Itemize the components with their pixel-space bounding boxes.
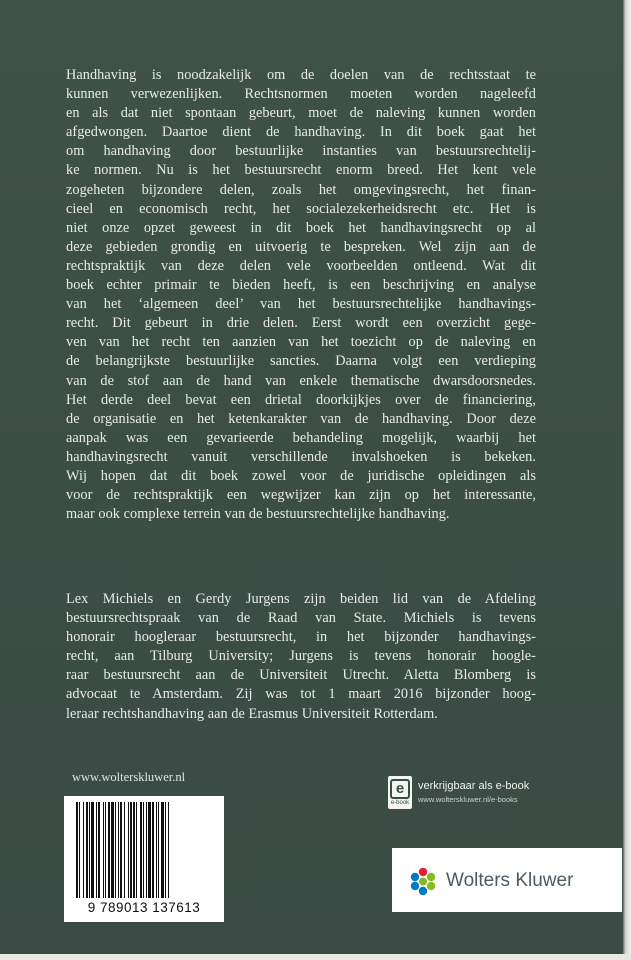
text-line: ke normen. Nu is het bestuursrecht enorm breed. Het kent vele bbox=[66, 162, 536, 179]
text-line: deze gebieden grondig en uitvoerig te bespreken. Wel zijn aan de bbox=[66, 238, 536, 255]
text-line: aanpak was een gevarieerde behandeling mogelijk, waarbij het bbox=[66, 429, 536, 446]
ebook-icon-caption: e-book bbox=[390, 800, 410, 806]
text-line: Handhaving is noodzakelijk om de doelen van de rechtsstaat te bbox=[66, 67, 536, 83]
text-line: Lex Michiels en Gerdy Jurgens zijn beiden lid van de Afdeling bbox=[66, 591, 536, 607]
text-line: rechtspraktijk van deze delen vele voorbeelden ontleend. Wat dit bbox=[66, 257, 536, 274]
text-line: maar ook complexe terrein van de bestuursrechtelijke handhaving. bbox=[66, 506, 450, 523]
ebook-url: www.wolterskluwer.nl/e-books bbox=[418, 795, 518, 804]
text-line: ven van het recht ten aanzien van het toezicht op de naleving en bbox=[66, 334, 536, 351]
text-line: niet onze opzet geweest in dit boek het handhavingsrecht op al bbox=[66, 219, 536, 236]
text-line: cieel en economisch recht, het socialezekerheidsrecht etc. Het is bbox=[66, 200, 536, 217]
publisher-logo-block bbox=[392, 848, 622, 912]
text-line: recht, aan Tilburg University; Jurgens is tevens honorair hoogle- bbox=[66, 648, 536, 665]
ebook-title: verkrijgbaar als e-book bbox=[418, 780, 530, 792]
page-edge bbox=[0, 954, 631, 960]
text-line: van het ‘algemeen deel’ van het bestuursrechtelijke handhavings- bbox=[66, 296, 536, 313]
blurb-text bbox=[66, 66, 536, 524]
text-line: boek echter primair te bieden heeft, is een beschrijving en analyse bbox=[66, 277, 536, 294]
text-line: recht. Dit gebeurt in drie delen. Eerst wordt een overzicht gege- bbox=[66, 315, 536, 332]
e-glyph-icon: e bbox=[390, 779, 410, 799]
text-line: Wij hopen dat dit boek zowel voor de juridische opleidingen als bbox=[66, 467, 536, 484]
text-line: en als dat niet spontaan gebeurt, moet de naleving kunnen worden bbox=[66, 105, 536, 122]
text-line: honorair hoogleraar bestuursrecht, in het bijzonder handhavings- bbox=[66, 629, 536, 646]
book-edge bbox=[622, 0, 631, 960]
text-line: afgedwongen. Daartoe dient de handhaving. In dit boek gaat het bbox=[66, 124, 536, 141]
text-line: handhavingsrecht vanuit verschillende invalshoeken is bekeken. bbox=[66, 448, 536, 465]
publisher-name: Wolters Kluwer bbox=[446, 870, 574, 891]
text-line: de belangrijkste bestuurlijke sancties. Daarna volgt een verdieping bbox=[66, 353, 536, 370]
text-line: bestuursrechtspraak van de Raad van State. Michiels is tevens bbox=[66, 610, 536, 627]
isbn-number: 9 789013 137613 bbox=[87, 900, 201, 915]
publisher-website: www.wolterskluwer.nl bbox=[72, 770, 186, 784]
text-line: van de stof aan de hand van enkele thematische dwarsdoorsnedes. bbox=[66, 372, 536, 389]
text-line: zogeheten bijzondere delen, zoals het omgevingsrecht, het finan- bbox=[66, 181, 536, 198]
barcode-bars bbox=[70, 802, 218, 898]
text-line: kunnen verwezenlijken. Rechtsnormen moeten worden nageleefd bbox=[66, 86, 536, 103]
text-line: Het derde deel bevat een drietal doorkijkjes over de financiering, bbox=[66, 391, 536, 408]
isbn-barcode bbox=[64, 796, 224, 922]
ebook-icon bbox=[388, 776, 412, 809]
text-line: advocaat te Amsterdam. Zij was tot 1 maart 2016 bijzonder hoog- bbox=[66, 686, 536, 703]
text-line: de organisatie en het ketenkarakter van de handhaving. Door deze bbox=[66, 410, 536, 427]
text-line: raar bestuursrecht aan de Universiteit Utrecht. Aletta Blomberg is bbox=[66, 667, 536, 684]
text-line: leraar rechtshandhaving aan de Erasmus Universiteit Rotterdam. bbox=[66, 705, 438, 722]
text-line: voor de rechtspraktijk een wegwijzer kan zijn op het interessante, bbox=[66, 487, 536, 504]
author-bio bbox=[66, 590, 536, 724]
wolters-kluwer-logo-icon bbox=[406, 866, 440, 896]
ebook-notice bbox=[388, 776, 568, 810]
text-line: om handhaving door bestuurlijke instanties van bestuursrechtelij- bbox=[66, 143, 536, 160]
